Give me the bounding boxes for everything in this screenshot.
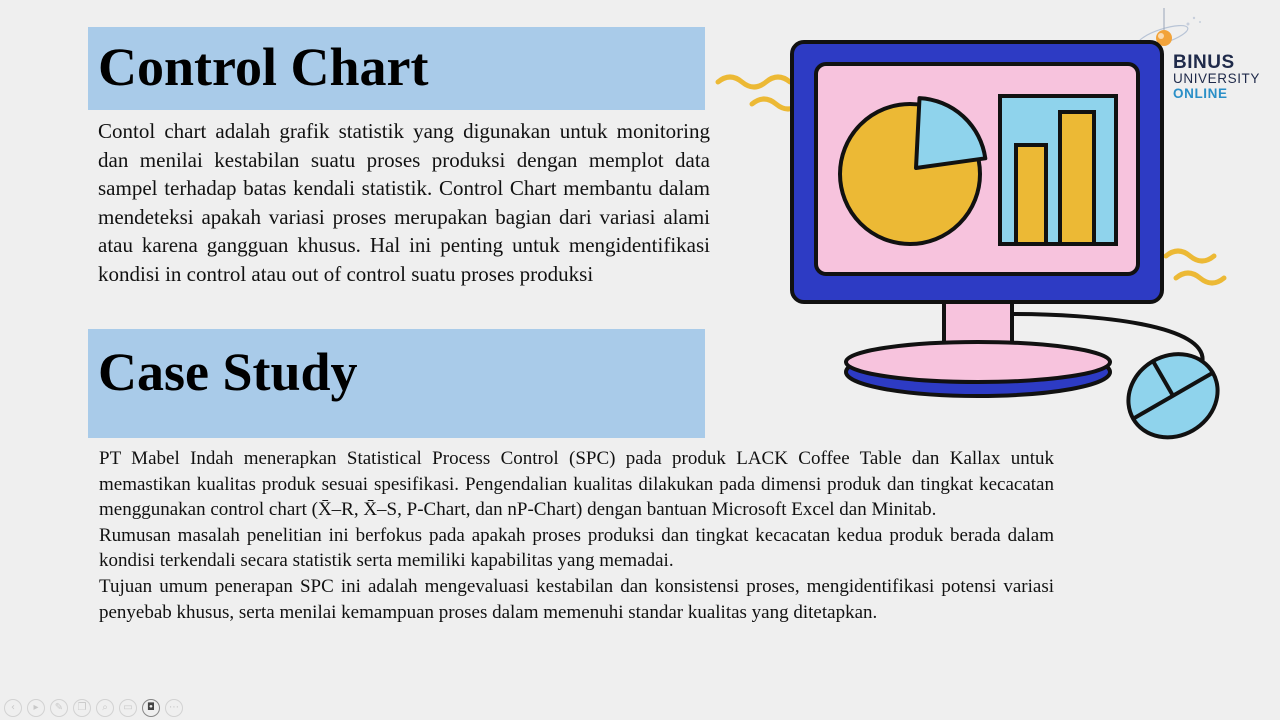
prev-icon[interactable]: ‹ [4,699,22,717]
case-study-paragraph: Rumusan masalah penelitian ini berfokus pada apakah proses produksi dan tingkat kecacatan kedua produk berada dalam kondisi terkendali secara statistik serta memiliki kapabilitas yang memadai. [99,524,1054,572]
logo-binus-text: BINUS [1173,52,1235,73]
zoom-icon[interactable]: ⌕ [96,699,114,717]
copy-icon[interactable]: ❐ [73,699,91,717]
case-study-body [99,446,1054,625]
case-study-paragraph: Tujuan umum penerapan SPC ini adalah mengevaluasi kestabilan dan konsistensi proses, mengidentifikasi potensi variasi penyebab khusus, serta menilai kemampuan proses dalam memenuhi standar kualitas yang ditetapkan. [99,575,1054,623]
bar-chart-bar [1060,112,1094,244]
case-study-banner [88,329,705,438]
control-chart-banner [88,27,705,110]
more-icon[interactable]: ⋯ [165,699,183,717]
subtitle-icon[interactable]: ▭ [119,699,137,717]
mouse-icon [1113,338,1233,453]
pen-icon[interactable]: ✎ [50,699,68,717]
squiggle-right [1166,251,1214,261]
case-study-paragraph: PT Mabel Indah menerapkan Statistical Process Control (SPC) pada produk LACK Coffee Table dan Kallax untuk memastikan kualitas produk sesuai spesifikasi. Pengendalian kualitas dilakukan pada dimensi produk dan tingkat kecacatan menggunakan control chart (X̄–R, X̄–S, P-Chart, dan nP-Chart) dengan bantuan Microsoft Excel dan Minitab. [99,448,1054,521]
squiggle-left [718,77,790,87]
case-study-title: Case Study [98,342,358,402]
play-icon[interactable]: ▸ [27,699,45,717]
logo-university-text: UNIVERSITY [1173,71,1261,86]
presenter-toolbar [4,698,183,718]
computer-chart-illustration [712,34,1252,454]
control-chart-title: Control Chart [98,37,429,97]
logo-online-text: ONLINE [1173,86,1228,101]
bar-chart-bar [1016,145,1046,244]
control-chart-description: Contol chart adalah grafik statistik yang digunakan untuk monitoring dan menilai kestabilan suatu proses produksi dengan memplot data sampel terhadap batas kendali statistik. Control Chart membantu dalam mendeteksi apakah variasi proses merupakan bagian dari variasi alami atau karena gangguan khusus. Hal ini penting untuk mengidentifikasi kondisi in control atau out of control suatu proses produksi [98,119,710,286]
camera-icon[interactable]: ◘ [142,699,160,717]
